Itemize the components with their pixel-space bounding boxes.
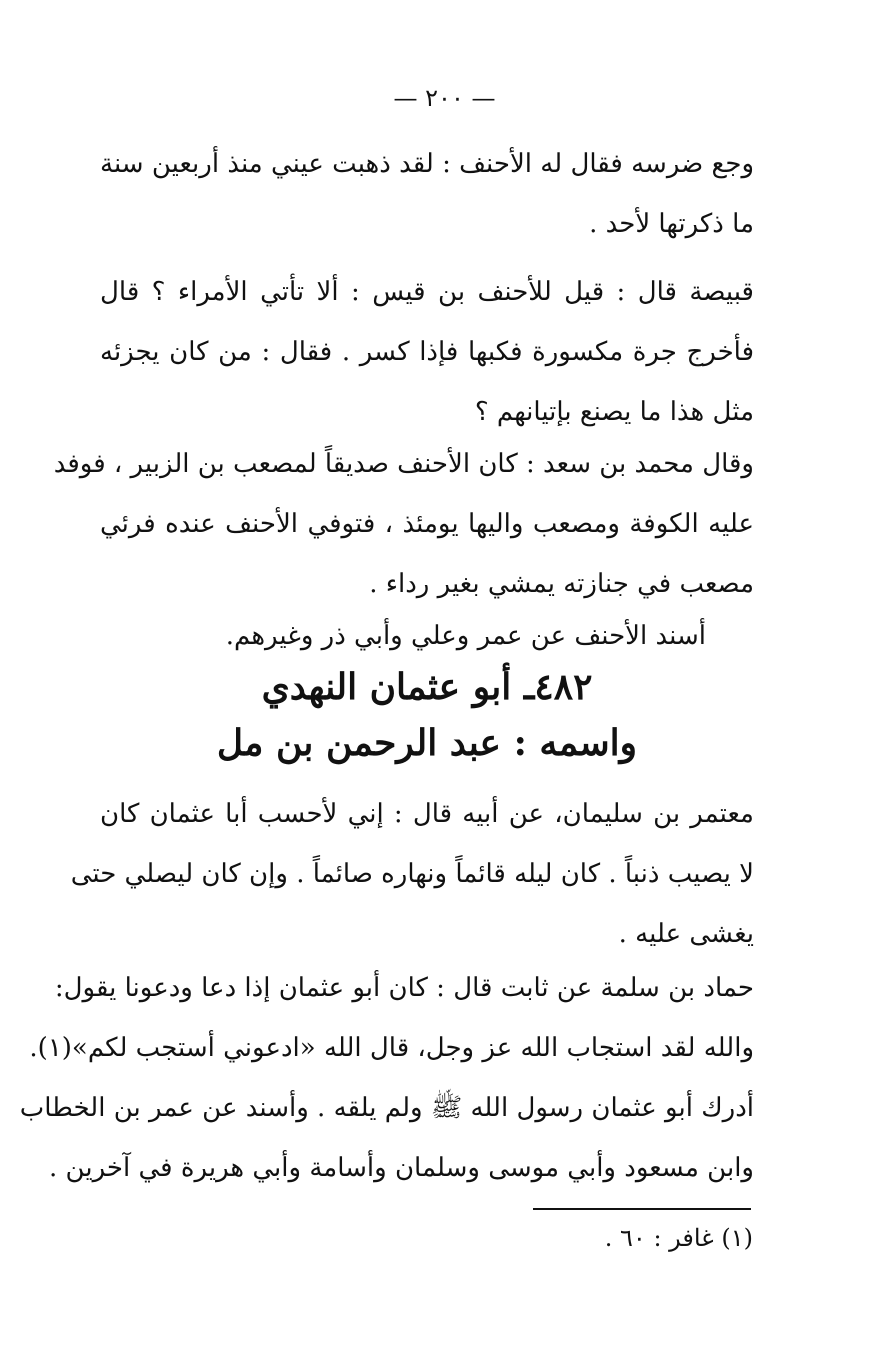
- text-line: يغشى عليه .: [618, 919, 754, 949]
- text-line: مصعب في جنازته يمشي بغير رداء .: [369, 569, 754, 599]
- text-line: والله لقد استجاب الله عز وجل، قال الله «ادعوني أستجب لكم»(١).: [29, 1033, 754, 1063]
- text-line: لا يصيب ذنباً . كان ليله قائماً ونهاره صائماً . وإن كان ليصلي حتى: [70, 859, 754, 889]
- page-number: — ٢٠٠ —: [393, 84, 496, 112]
- footnote: (١) غافر : ٦٠ .: [604, 1224, 753, 1252]
- text-line: ما ذكرتها لأحد .: [589, 209, 754, 239]
- paragraph: [100, 134, 754, 254]
- text-line: قبيصة قال : قيل للأحنف بن قيس : ألا تأتي الأمراء ؟ قال: [100, 277, 754, 307]
- paragraph: [100, 262, 754, 442]
- entry-subheading: واسمه : عبد الرحمن بن مل: [216, 722, 638, 764]
- text-line: فأخرج جرة مكسورة فكبها فإذا كسر . فقال : من كان يجزئه: [100, 337, 754, 367]
- text-line: حماد بن سلمة عن ثابت قال : كان أبو عثمان إذا دعا ودعونا يقول:: [54, 973, 754, 1003]
- text-line: عليه الكوفة ومصعب واليها يومئذ ، فتوفي الأحنف عنده فرئي: [100, 509, 754, 539]
- text-line: أدرك أبو عثمان رسول الله ﷺ ولم يلقه . وأسند عن عمر بن الخطاب: [19, 1093, 754, 1123]
- paragraph: [53, 434, 754, 614]
- paragraph: [70, 784, 754, 964]
- footnote-divider: [533, 1208, 751, 1210]
- text-line: أسند الأحنف عن عمر وعلي وأبي ذر وغيرهم.: [225, 621, 706, 651]
- text-line: وابن مسعود وأبي موسى وسلمان وأسامة وأبي هريرة في آخرين .: [49, 1153, 754, 1183]
- text-line: مثل هذا ما يصنع بإتيانهم ؟: [474, 397, 754, 427]
- text-line: وجع ضرسه فقال له الأحنف : لقد ذهبت عيني منذ أربعين سنة: [100, 149, 754, 179]
- text-line: معتمر بن سليمان، عن أبيه قال : إني لأحسب أبا عثمان كان: [100, 799, 754, 829]
- paragraph: [100, 606, 754, 666]
- paragraph: [19, 958, 754, 1198]
- entry-heading: ٤٨٢ـ أبو عثمان النهدي: [261, 666, 593, 708]
- text-line: وقال محمد بن سعد : كان الأحنف صديقاً لمصعب بن الزبير ، فوفد: [53, 449, 754, 479]
